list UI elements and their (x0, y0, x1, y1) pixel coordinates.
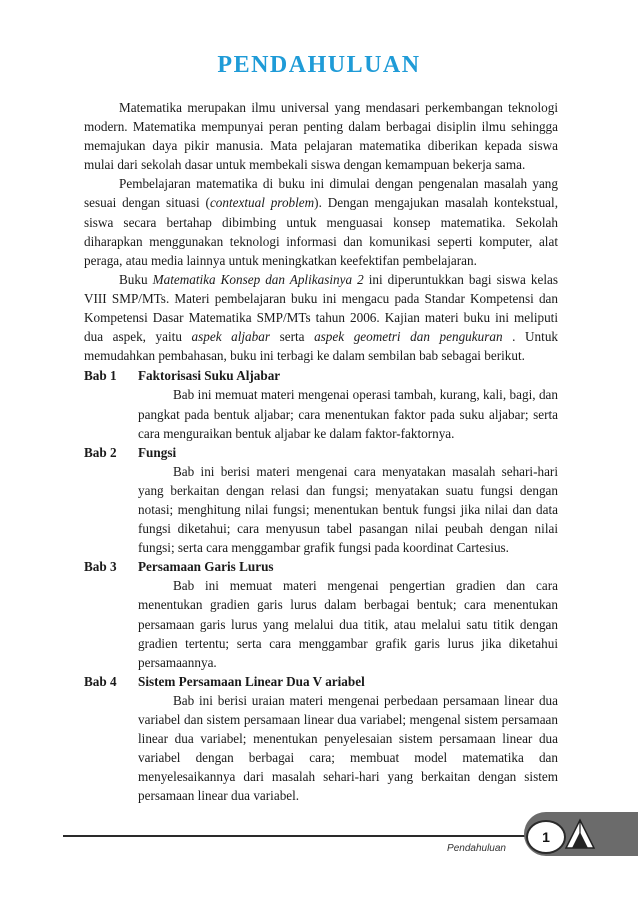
chapter-number: Bab 3 (84, 559, 117, 575)
chapter-title: Faktorisasi Suku Aljabar (138, 368, 281, 384)
footer-divider (63, 835, 533, 837)
overview-text-1: Buku (119, 271, 153, 287)
chapter-number: Bab 2 (84, 444, 117, 460)
overview-text-3: serta (269, 329, 315, 345)
book-title: Matematika Konsep dan Aplikasinya 2 (152, 271, 364, 287)
body-text (84, 98, 558, 805)
chapter-description: Bab ini memuat materi mengenai pengertian gradien dan cara menentukan gradien garis lurus dalam berbagai bentuk; cara menentukan persamaan garis lurus yang melalui dua titik, atau melalui satu titik dengan gradien tertentu; serta cara menggambar grafik garis lurus jika diketahui persamaannya. (138, 578, 558, 670)
paragraph-intro: Matematika merupakan ilmu universal yang mendasari perkembangan teknologi modern. Matematika mempunyai peran penting dalam berbagai disiplin ilmu sehingga memajukan daya pikir manusia. Mata pelajaran matematika diberikan kepada siswa mulai dari sekolah dasar untuk membekali siswa dengan kemampuan bekerja sama. (84, 100, 558, 173)
overview-text-4: . Untuk memudahkan pembahasan, buku ini terbagi ke dalam sembilan bab sebagai berikut. (84, 329, 558, 364)
chapter-description: Bab ini berisi materi mengenai cara menyatakan masalah sehari-hari yang berkaitan dengan relasi dan fungsi; menyatakan suatu fungsi dengan notasi; menghitung nilai fungsi; menentukan bentuk fungsi jika nilai dan data fungsi diketahui; cara menyusun tabel pasangan nilai peubah dengan nilai fungsi; serta cara menggambar grafik fungsi pada koordinat Cartesius. (138, 463, 558, 556)
chapter-description: Bab ini berisi uraian materi mengenai perbedaan persamaan linear dua variabel dan sistem persamaan linear dua variabel; mengenal sistem persamaan linear dua variabel; menentukan penyelesaian sistem persamaan linear dua variabel dengan berbagai cara; membuat model matematika dan menyelesaikannya dari masalah sehari-hari yang berkaitan dengan sistem persamaan linear dua variabel. (138, 692, 558, 804)
page-number: 1 (526, 820, 566, 854)
book-logo-icon (560, 816, 600, 852)
page-title: PENDAHULUAN (217, 52, 421, 78)
aspect-algebra: aspek aljabar (191, 329, 270, 345)
chapter-list (84, 366, 558, 805)
overview-text-2: ini diperuntukkan bagi siswa kelas VIII SMP/MTs. Materi pembelajaran buku ini mengacu pada Standar Kompetensi dan Kompetensi Dasar Matematika SMP/MTs tahun 2006. Kajian materi buku ini meliputi dua aspek, yaitu (84, 271, 559, 345)
paragraph-learning-text-1: Pembelajaran matematika di buku ini dimulai dengan pengenalan masalah yang sesuai dengan situasi ( (84, 176, 558, 211)
aspect-geometry: aspek geometri dan pengukuran (314, 329, 503, 345)
chapter-item (84, 557, 558, 672)
contextual-problem-term: contextual problem (209, 195, 315, 211)
chapter-item (84, 366, 558, 442)
chapter-description: Bab ini memuat materi mengenai operasi tambah, kurang, kali, bagi, dan pangkat pada bentuk aljabar; cara menentukan faktor pada suku aljabar; serta cara menguraikan bentuk aljabar ke dalam faktor-faktornya. (138, 387, 558, 441)
paragraph-learning (84, 174, 558, 269)
chapter-title: Persamaan Garis Lurus (138, 559, 274, 575)
paragraph-learning-text-2: ). Dengan mengajukan masalah kontekstual, siswa secara bertahap dibimbing untuk menguasai konsep matematika. Sekolah diharapkan menggunakan teknologi informasi dan komunikasi seperti komputer, alat peraga, atau media lainnya untuk meningkatkan keefektifan pembelajaran. (84, 195, 558, 268)
chapter-number: Bab 4 (84, 673, 117, 689)
chapter-item (84, 672, 558, 806)
chapter-item (84, 443, 558, 558)
chapter-number: Bab 1 (84, 368, 117, 384)
footer-section-label: Pendahuluan (447, 843, 506, 854)
chapter-title: Fungsi (138, 444, 177, 460)
chapter-title: Sistem Persamaan Linear Dua V ariabel (138, 673, 365, 689)
paragraph-book-overview (84, 270, 558, 365)
